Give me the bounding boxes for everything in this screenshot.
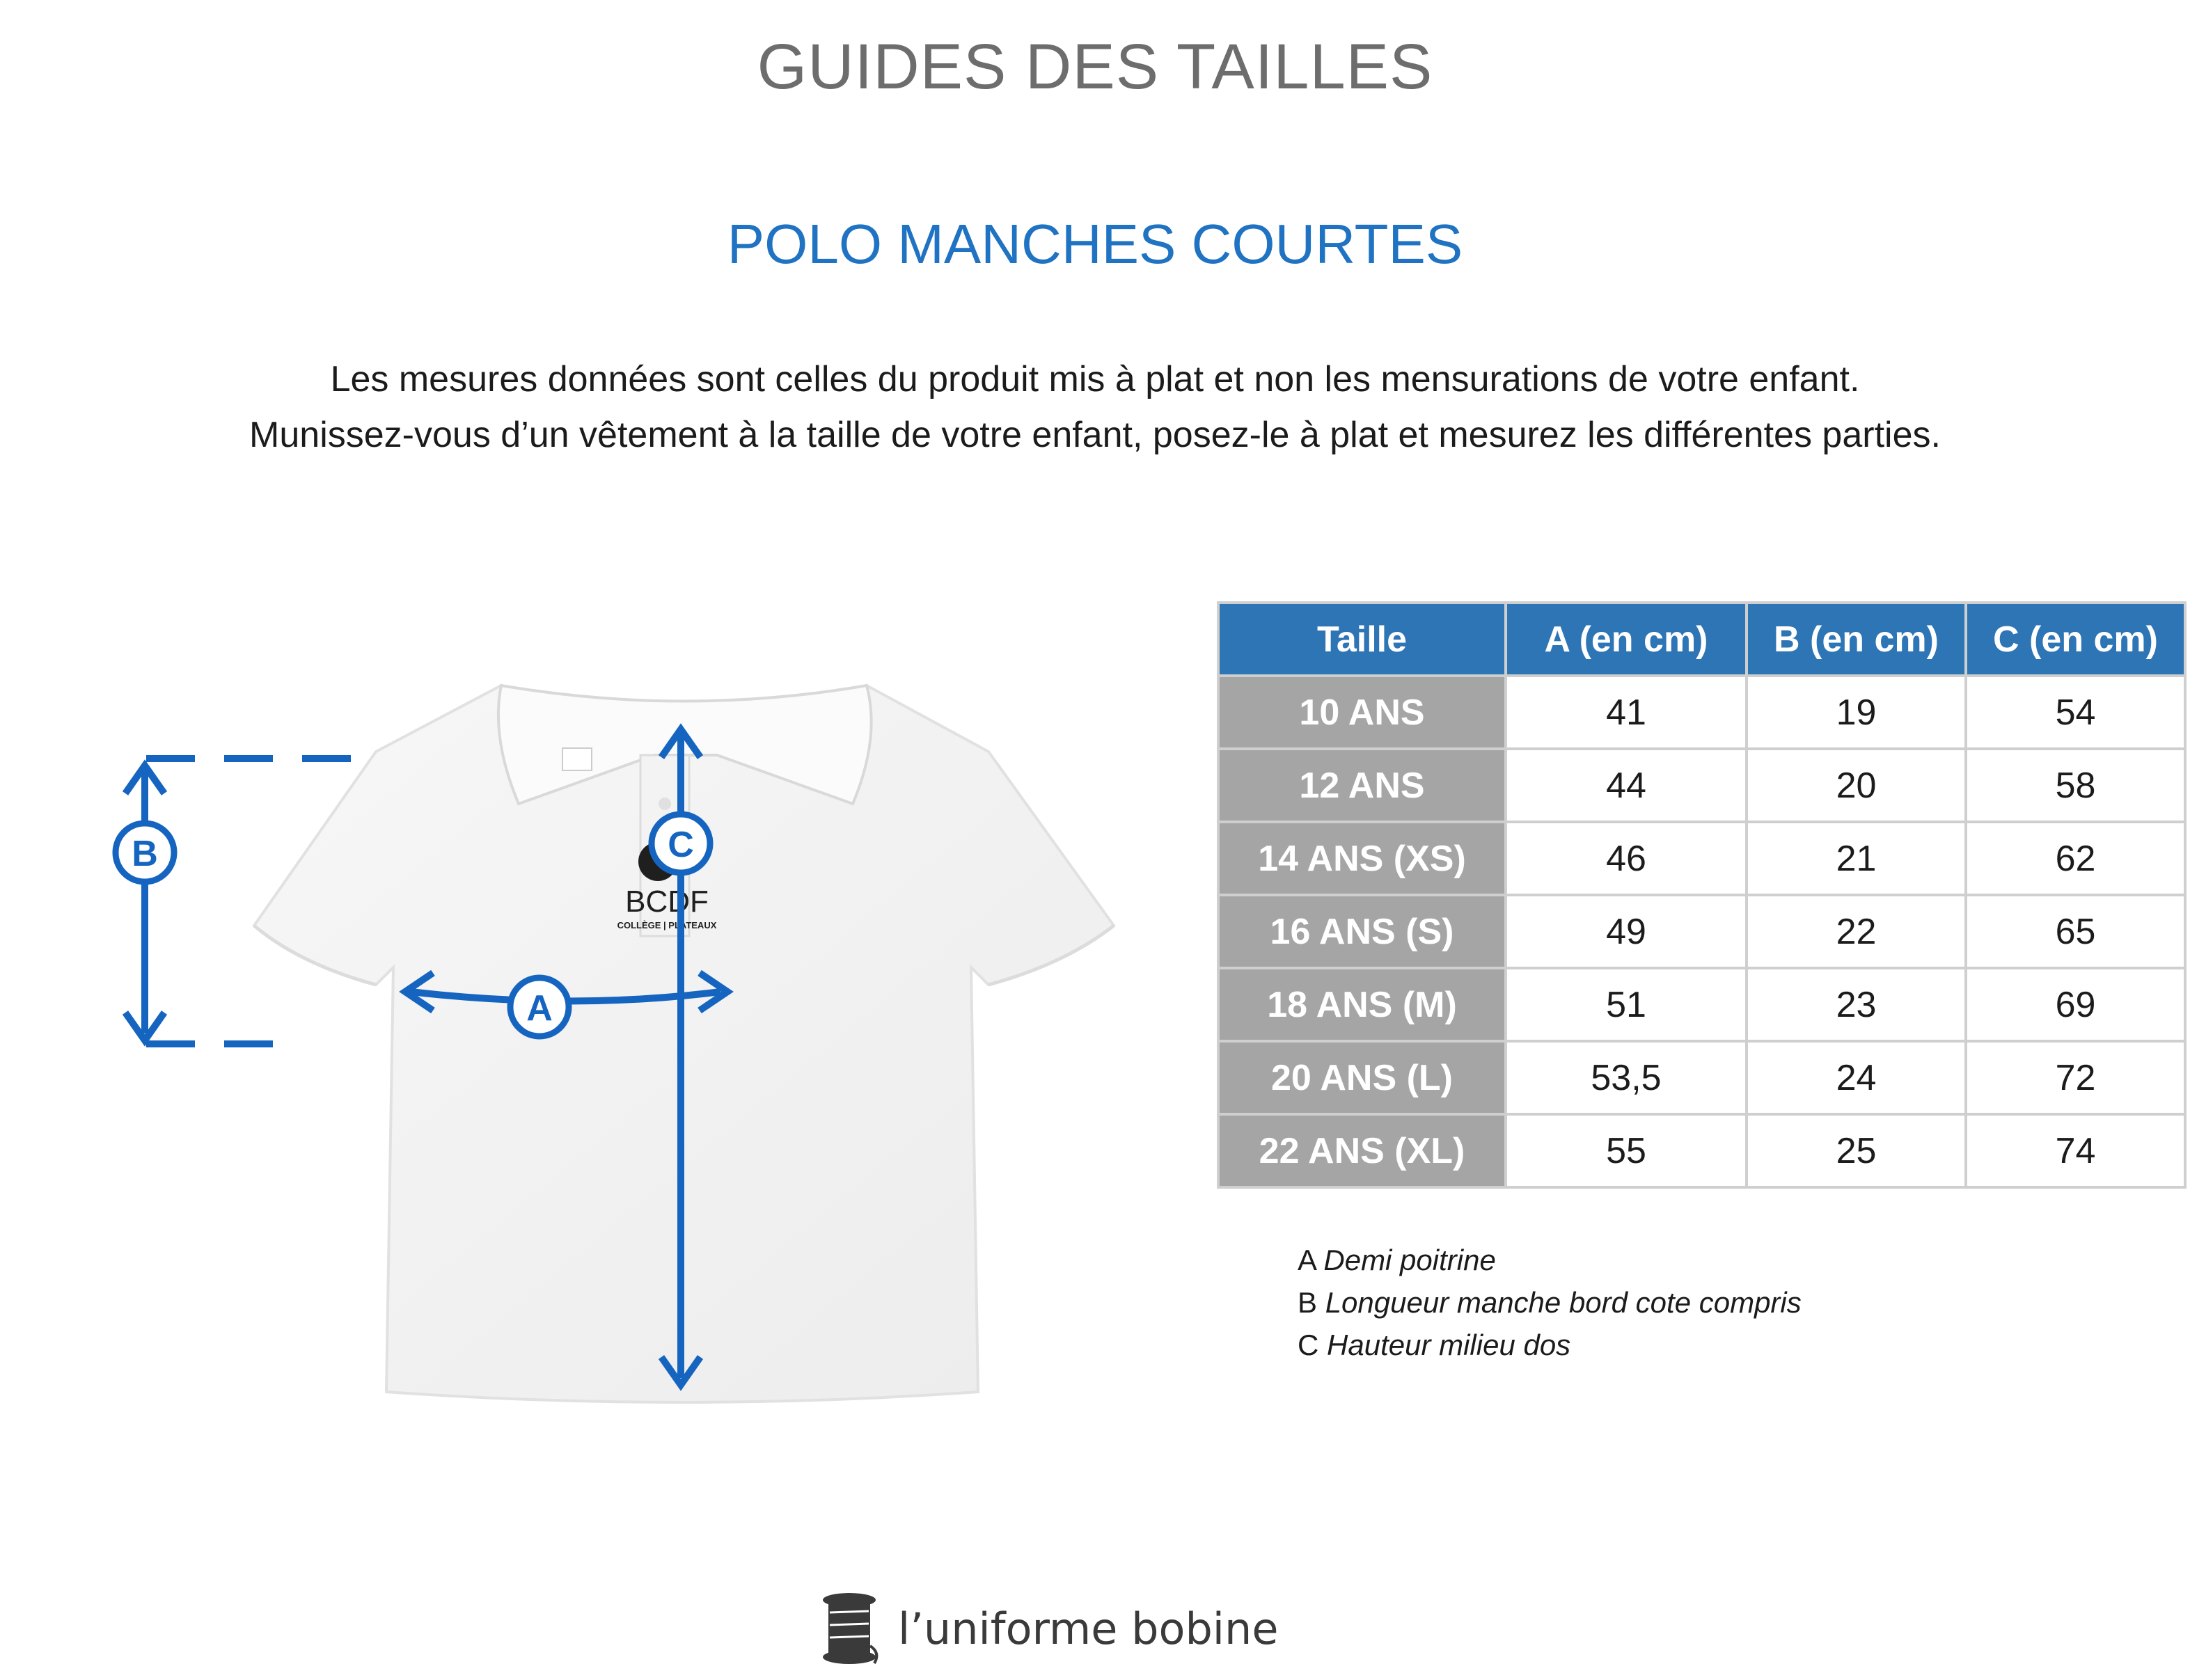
polo-measurement-diagram <box>0 626 1183 1496</box>
size-label: 14 ANS (XS) <box>1218 822 1506 895</box>
value-a: 44 <box>1506 749 1747 822</box>
value-b: 20 <box>1747 749 1966 822</box>
table-header-row <box>1218 603 2185 676</box>
size-label: 16 ANS (S) <box>1218 895 1506 968</box>
brand-name: l’uniforme bobine <box>898 1603 1279 1654</box>
table-row <box>1218 1114 2185 1187</box>
marker-b-label: B <box>132 834 158 874</box>
legend-text: Longueur manche bord cote compris <box>1325 1286 1802 1319</box>
value-c: 54 <box>1966 676 2185 749</box>
marker-a-label: A <box>526 988 553 1029</box>
value-a: 49 <box>1506 895 1747 968</box>
measurement-legend <box>1298 1239 1802 1366</box>
size-table <box>1217 601 2187 1189</box>
value-b: 23 <box>1747 968 1966 1041</box>
size-label: 18 ANS (M) <box>1218 968 1506 1041</box>
table-row <box>1218 895 2185 968</box>
value-b: 19 <box>1747 676 1966 749</box>
value-c: 69 <box>1966 968 2185 1041</box>
legend-item <box>1298 1324 1802 1366</box>
size-label: 10 ANS <box>1218 676 1506 749</box>
value-a: 51 <box>1506 968 1747 1041</box>
table-row <box>1218 968 2185 1041</box>
marker-a-icon <box>510 978 569 1036</box>
legend-text: Hauteur milieu dos <box>1327 1329 1571 1361</box>
value-b: 22 <box>1747 895 1966 968</box>
legend-key: C <box>1298 1329 1319 1361</box>
school-logo-subtext: COLLÈGE | PLATEAUX <box>617 920 717 930</box>
value-c: 62 <box>1966 822 2185 895</box>
brand-logo <box>814 1587 1278 1670</box>
value-b: 24 <box>1747 1041 1966 1114</box>
header-size: Taille <box>1218 603 1506 676</box>
legend-item <box>1298 1239 1802 1281</box>
size-label: 20 ANS (L) <box>1218 1041 1506 1114</box>
page-title: GUIDES DES TAILLES <box>757 31 1433 102</box>
legend-key: B <box>1298 1286 1318 1319</box>
value-b: 25 <box>1747 1114 1966 1187</box>
value-a: 46 <box>1506 822 1747 895</box>
header-b: B (en cm) <box>1747 603 1966 676</box>
table-row <box>1218 1041 2185 1114</box>
value-c: 58 <box>1966 749 2185 822</box>
header-c: C (en cm) <box>1966 603 2185 676</box>
product-title: POLO MANCHES COURTES <box>727 213 1463 275</box>
value-c: 72 <box>1966 1041 2185 1114</box>
spool-icon <box>814 1590 884 1667</box>
legend-key: A <box>1298 1244 1316 1276</box>
table-row <box>1218 749 2185 822</box>
value-c: 65 <box>1966 895 2185 968</box>
table-row <box>1218 822 2185 895</box>
legend-item <box>1298 1281 1802 1324</box>
size-label: 22 ANS (XL) <box>1218 1114 1506 1187</box>
legend-text: Demi poitrine <box>1323 1244 1496 1276</box>
intro-line: Les mesures données sont celles du produit mis à plat et non les mensurations de votre enfant. <box>330 359 1860 399</box>
marker-b-icon <box>116 823 174 882</box>
value-a: 55 <box>1506 1114 1747 1187</box>
value-a: 41 <box>1506 676 1747 749</box>
value-c: 74 <box>1966 1114 2185 1187</box>
value-a: 53,5 <box>1506 1041 1747 1114</box>
table-row <box>1218 676 2185 749</box>
marker-c-icon <box>652 814 710 873</box>
marker-c-label: C <box>668 825 694 865</box>
intro-text <box>0 351 2190 463</box>
school-logo-text: BCDF <box>625 885 709 919</box>
value-b: 21 <box>1747 822 1966 895</box>
intro-line: Munissez-vous d’un vêtement à la taille de votre enfant, posez-le à plat et mesurez les différentes parties. <box>249 415 1941 455</box>
size-label: 12 ANS <box>1218 749 1506 822</box>
header-a: A (en cm) <box>1506 603 1747 676</box>
